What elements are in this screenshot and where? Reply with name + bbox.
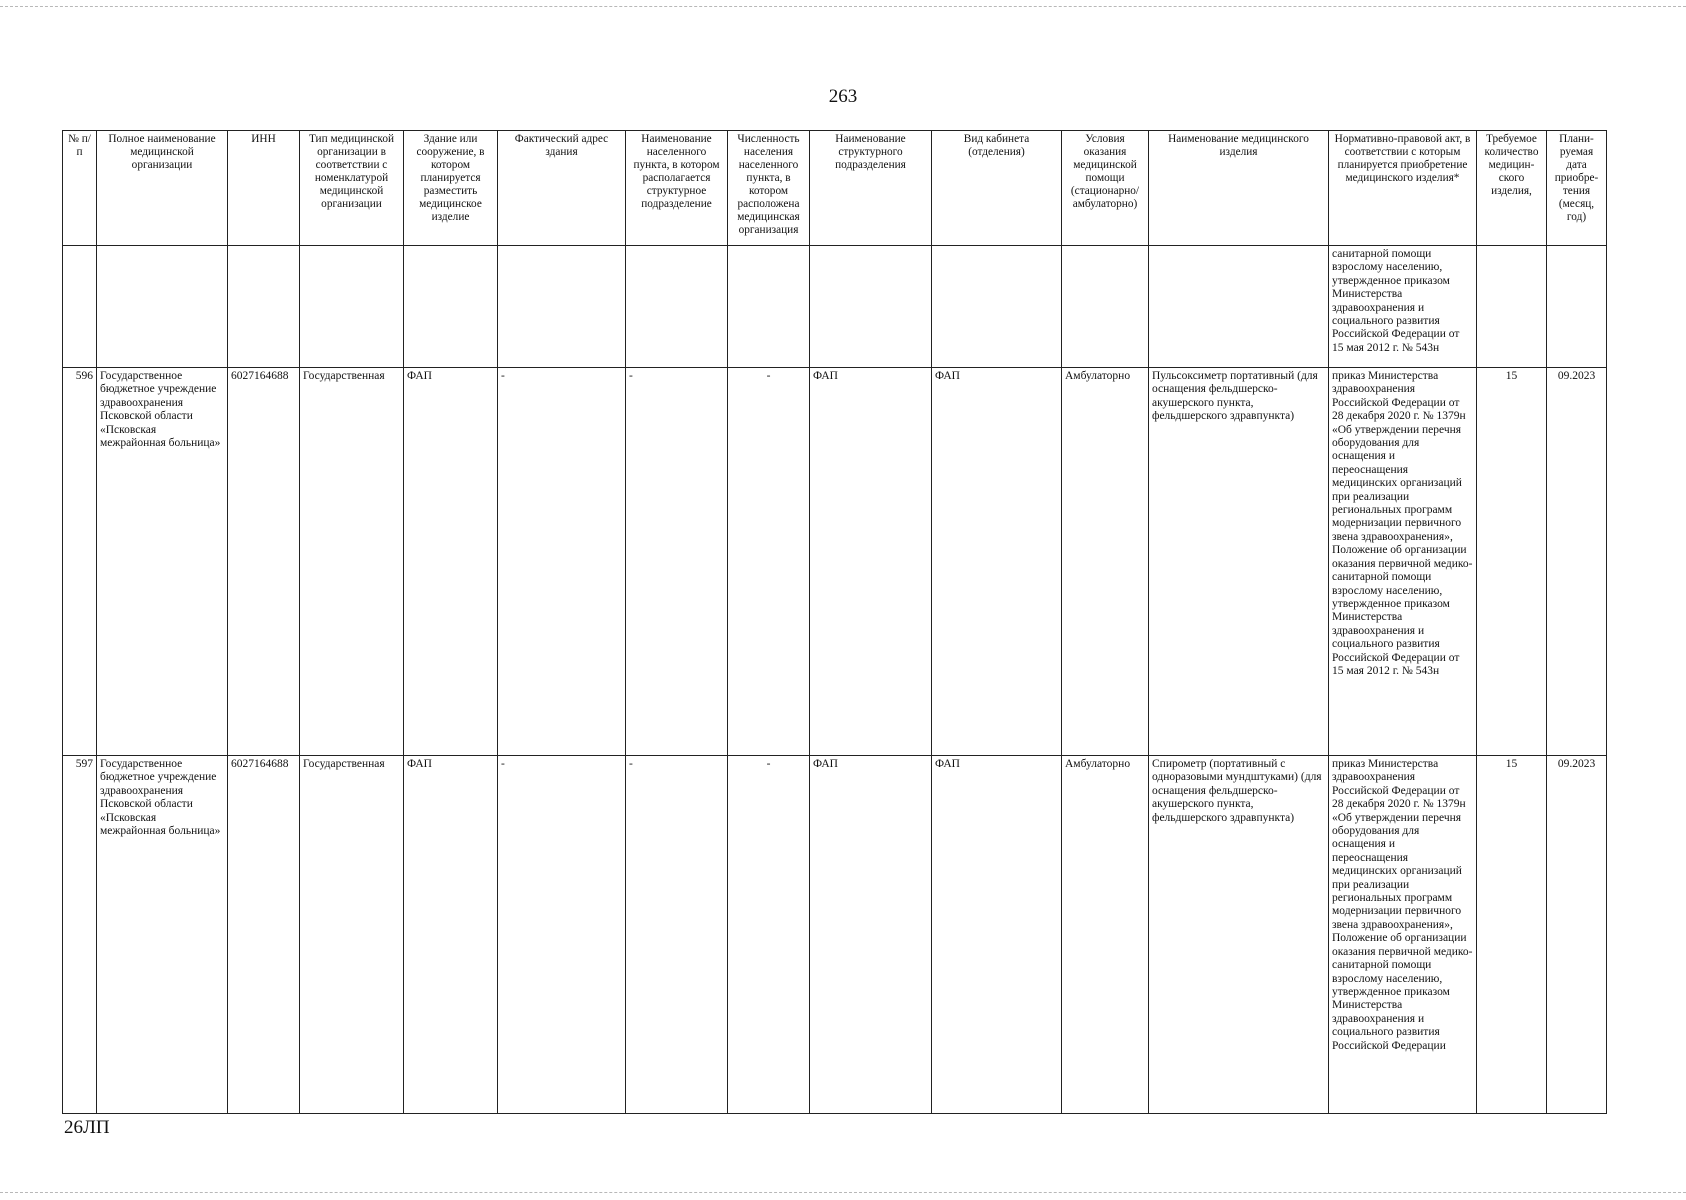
conditions-cell: Амбулаторно: [1062, 368, 1149, 756]
device-cell: Пульсоксиметр портативный (для оснащения фельдшерско-акушерского пункта, фельдшерского здравпункта): [1149, 368, 1329, 756]
inn-cell: 6027164688: [228, 756, 300, 1114]
table-row: [63, 756, 1607, 1114]
normative-act-cell: приказ Министерства здравоохранения Российской Федерации от 28 декабря 2020 г. № 1379н «Об утверждении перечня оборудования для оснащения и переоснащения медицинских организаций при реализации региональных программ модернизации первичного звена здравоохранения», Положение об организации оказания первичной медико-санитарной помощи взрослому населению, утвержденное приказом Министерства здравоохранения и социального развития Российской Федерации: [1329, 756, 1477, 1114]
medical-devices-table: [62, 130, 1607, 1114]
header-cell: Наименование населенного пункта, в котором располагается структурное подразделение: [626, 131, 728, 246]
settlement-cell: -: [626, 756, 728, 1114]
table-row-continuation: [63, 246, 1607, 368]
building-cell: ФАП: [404, 368, 498, 756]
page-number: 263: [828, 86, 858, 107]
settlement-cell: -: [626, 368, 728, 756]
date-cell: 09.2023: [1547, 368, 1607, 756]
header-cell: Условия оказания медицинской помощи (стационарно/ амбулаторно): [1062, 131, 1149, 246]
org-name-cell: Государственное бюджетное учреждение здравоохранения Псковской области «Псковская межрайонная больница»: [97, 756, 228, 1114]
quantity-cell: 15: [1477, 368, 1547, 756]
cabinet-cell: ФАП: [932, 368, 1062, 756]
header-cell: Вид кабинета (отделения): [932, 131, 1062, 246]
header-cell: ИНН: [228, 131, 300, 246]
header-cell: Тип медицинской организации в соответствии с номенклатурой медицинской организации: [300, 131, 404, 246]
conditions-cell: Амбулаторно: [1062, 756, 1149, 1114]
footer-code: 26ЛП: [64, 1117, 110, 1138]
row-number-cell: 597: [63, 756, 97, 1114]
header-cell: Требуемое количество медицин-ского изделия,: [1477, 131, 1547, 246]
unit-cell: ФАП: [810, 756, 932, 1114]
population-cell: -: [728, 368, 810, 756]
normative-act-cell: санитарной помощи взрослому населению, утвержденное приказом Министерства здравоохранения и социального развития Российской Федерации от 15 мая 2012 г. № 543н: [1329, 246, 1477, 368]
table-header-row: [63, 131, 1607, 246]
quantity-cell: 15: [1477, 756, 1547, 1114]
row-number-cell: 596: [63, 368, 97, 756]
normative-act-cell: приказ Министерства здравоохранения Российской Федерации от 28 декабря 2020 г. № 1379н «Об утверждении перечня оборудования для оснащения и переоснащения медицинских организаций при реализации региональных программ модернизации первичного звена здравоохранения», Положение об организации оказания первичной медико-санитарной помощи взрослому населению, утвержденное приказом Министерства здравоохранения и социального развития Российской Федерации от 15 мая 2012 г. № 543н: [1329, 368, 1477, 756]
unit-cell: ФАП: [810, 368, 932, 756]
header-cell: Фактический адрес здания: [498, 131, 626, 246]
header-cell: Наименование структурного подразделения: [810, 131, 932, 246]
device-cell: Спирометр (портативный с одноразовыми мундштуками) (для оснащения фельдшерско-акушерского пункта, фельдшерского здравпункта): [1149, 756, 1329, 1114]
population-cell: -: [728, 756, 810, 1114]
org-type-cell: Государственная: [300, 756, 404, 1114]
address-cell: -: [498, 368, 626, 756]
header-cell: № п/п: [63, 131, 97, 246]
org-name-cell: Государственное бюджетное учреждение здравоохранения Псковской области «Псковская межрайонная больница»: [97, 368, 228, 756]
cabinet-cell: ФАП: [932, 756, 1062, 1114]
address-cell: -: [498, 756, 626, 1114]
header-cell: Полное наименование медицинской организации: [97, 131, 228, 246]
inn-cell: 6027164688: [228, 368, 300, 756]
header-cell: Наименование медицинского изделия: [1149, 131, 1329, 246]
org-type-cell: Государственная: [300, 368, 404, 756]
header-cell: Нормативно-правовой акт, в соответствии с которым планируется приобретение медицинского изделия*: [1329, 131, 1477, 246]
header-cell: Здание или сооружение, в котором планируется разместить медицинское изделие: [404, 131, 498, 246]
date-cell: 09.2023: [1547, 756, 1607, 1114]
table-row: [63, 368, 1607, 756]
scan-edge-bottom: [0, 1192, 1686, 1193]
building-cell: ФАП: [404, 756, 498, 1114]
header-cell: Плани-руемая дата приобре-тения (месяц, год): [1547, 131, 1607, 246]
scan-edge-top: [0, 6, 1686, 7]
header-cell: Численность населения населенного пункта, в котором расположена медицинская организация: [728, 131, 810, 246]
